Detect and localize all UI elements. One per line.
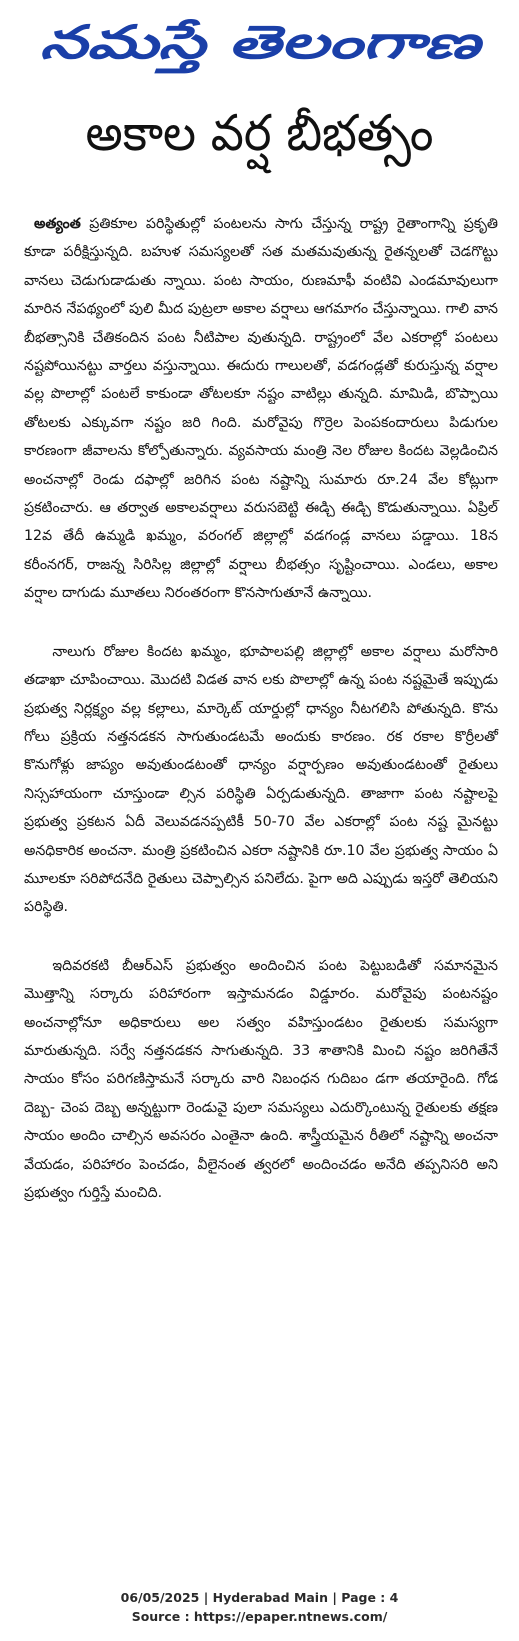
editorial-article — [24, 210, 498, 1237]
edition-info: 06/05/2025 | Hyderabad Main | Page : 4 — [120, 1590, 399, 1605]
article-paragraph-2 — [24, 638, 498, 922]
lead-word: అత్యంత — [34, 216, 81, 232]
paragraph-text: ప్రతికూల పరిస్థితుల్లో పంటలను సాగు చేస్తున్న రాష్ట్ర రైతాంగాన్ని ప్రకృతి కూడా పరీక్షిస్తున్నది. బహుళ సమస్యలతో సత మతమవుతున్న రైతన్నలతో చెడగొట్టు వానలు చెడుగుడాడుతు న్నాయి. పంట సాయం, రుణమాఫీ వంటివి ఎండమావులుగా మారిన నేపథ్యంలో పులి మీద పుట్రలా అకాల వర్షాలు ఆగమాగం చేస్తున్నాయి. గాలి వాన బీభత్సానికి చేతికందిన పంట నీటిపాల వుతున్నది. రాష్ట్రంలో వేల ఎకరాల్లో పంటలు నష్టపోయినట్టు వార్తలు వస్తున్నాయి. ఈదురు గాలులతో, వడగండ్లతో కురుస్తున్న వర్షాల వల్ల పొలాల్లో పంటలే కాకుండా తోటలకూ నష్టం వాటిల్లు తున్నది. మామిడి, బొప్పాయి తోటలకు ఎక్కువగా నష్టం జరి గింది. మరోవైపు గొర్రెల పెంపకందారులు పిడుగుల కారణంగా జీవాలను కోల్పోతున్నారు. వ్యవసాయ మంత్రి నెల రోజుల కిందట వెల్లడించిన అంచనాల్లో రెండు దఫాల్లో జరిగిన పంట నష్టాన్ని సుమారు రూ.24 వేల కోట్లుగా ప్రకటించారు. ఆ తర్వాత అకాలవర్షాలు వరుసబెట్టి ఈడ్చి ఈడ్చి కొడుతున్నాయి. ఏప్రిల్ 12వ తేదీ ఉమ్మడి ఖమ్మం, వరంగల్ జిల్లాల్లో వడగండ్ల వానలు పడ్డాయి. 18న కరీంనగర్, రాజన్న సిరిసిల్ల జిల్లాల్లో వర్షాలు బీభత్సం సృష్టించాయి. ఎండలు, అకాల వర్షాల దాగుడు మూతలు నిరంతరంగా కొనసాగుతూనే ఉన్నాయి. — [24, 216, 498, 602]
article-paragraph-3 — [24, 952, 498, 1208]
paragraph-text: నాలుగు రోజుల కిందట ఖమ్మం, భూపాలపల్లి జిల్లాల్లో అకాల వర్షాలు మరోసారి తడాఖా చూపించాయి. మొదటి విడత వాన లకు పొలాల్లో ఉన్న పంట నష్టమైతే ఇప్పుడు ప్రభుత్వ నిర్లక్ష్యం వల్ల కల్లాలు, మార్కెట్ యార్డుల్లో ధాన్యం నీటగలిసి పోతున్నది. కొను గోలు ప్రక్రియ నత్తనడకన సాగుతుండటమే అందుకు కారణం. రక రకాల కొర్రీలతో కొనుగోళ్లు జాప్యం అవుతుండటంతో ధాన్యం వర్షార్పణం అవుతుండటంతో రైతులు నిస్సహాయంగా చూస్తుండా ల్సిన పరిస్థితి ఏర్పడుతున్నది. తాజాగా పంట నష్టాలపై ప్రభుత్వ ప్రకటన ఏదీ వెలువడనప్పటికీ 50-70 వేల ఎకరాల్లో పంట నష్ట మైనట్టు అనధికారిక అంచనా. మంత్రి ప్రకటించిన ఎకరా నష్టానికి రూ.10 వేల ప్రభుత్వ సాయం ఏ మూలకూ సరిపోదనేది రైతులు చెప్పాల్సిన పనిలేదు. పైగా అది ఎప్పుడు ఇస్తరో తెలియని పరిస్థితి. — [24, 643, 498, 916]
article-paragraph-1 — [24, 210, 498, 608]
source-url: Source : https://epaper.ntnews.com/ — [131, 1609, 388, 1624]
page-footer — [0, 1588, 519, 1626]
masthead-logo-graphic — [0, 8, 519, 74]
svg-text:నమస్తే తెలంగాణ: నమస్తే తెలంగాణ — [39, 15, 341, 69]
masthead-logo — [0, 8, 519, 74]
headline: అకాల వర్ష బీభత్సం — [85, 104, 434, 162]
paragraph-text: ఇదివరకటి బీఆర్ఎస్ ప్రభుత్వం అందించిన పంట పెట్టుబడితో సమానమైన మొత్తాన్ని సర్కారు పరిహారంగా ఇస్తామనడం విడ్డూరం. మరోవైపు పంటనష్టం అంచనాల్లోనూ అధికారులు అల సత్వం వహిస్తుండటం రైతులకు సమస్యగా మారుతున్నది. సర్వే నత్తనడకన సాగుతున్నది. 33 శాతానికి మించి నష్టం జరిగితేనే సాయం కోసం పరిగణిస్తామనే సర్కారు వారి నిబంధన గుదిబం డగా తయారైంది. గోడ దెబ్బ- చెంప దెబ్బ అన్నట్టుగా రెండువై పులా సమస్యలు ఎదుర్కొంటున్న రైతులకు తక్షణ సాయం అందిం చాల్సిన అవసరం ఎంతైనా ఉంది. శాస్త్రీయమైన రీతిలో నష్టాన్ని అంచనా వేయడం, పరిహారం పెంచడం, వీలైనంత త్వరలో అందించడం అనేది తప్పనిసరి అని ప్రభుత్వం గుర్తిస్తే మంచిది. — [24, 957, 498, 1201]
